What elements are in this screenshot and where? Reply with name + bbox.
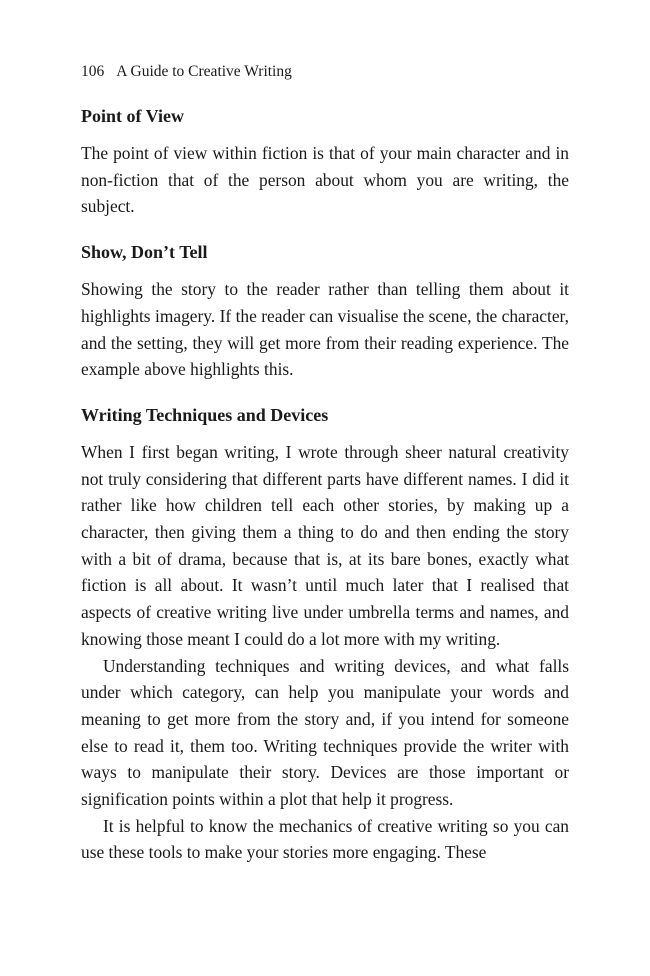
book-title: A Guide to Creative Writing — [116, 63, 292, 80]
section-heading: Point of View — [81, 106, 184, 126]
paragraph: Understanding techniques and writing devices, and what falls under which category, can help you manipulate your words and meaning to get more from the story and, if you intend for someone else to read it, them too. Writing techniques provide the writer with ways to manipulate their story. Devices are those important or signification points within a plot that help it progress. — [81, 655, 569, 810]
paragraph: It is helpful to know the mechanics of creative writing so you can use these tools to make your stories more engaging. These — [81, 815, 569, 863]
section-writing-techniques — [81, 403, 569, 866]
section-point-of-view — [81, 104, 569, 220]
book-page — [81, 58, 569, 886]
section-show-dont-tell — [81, 240, 569, 383]
section-heading: Show, Don’t Tell — [81, 242, 208, 263]
running-head — [81, 58, 569, 86]
paragraph: Showing the story to the reader rather than telling them about it highlights imagery. If the reader can visualise the scene, the character, and the setting, they will get more from their reading experience. The example above highlights this. — [81, 279, 569, 380]
section-heading: Writing Techniques and Devices — [81, 404, 329, 425]
paragraph: The point of view within fiction is that of your main character and in non-fiction that of the person about whom you are writing, the subject. — [81, 143, 569, 217]
paragraph: When I first began writing, I wrote through sheer natural creativity not truly considering that different parts have different names. I did it rather like how children tell each other stories, by making up a character, then giving them a thing to do and then ending the story with a bit of drama, because that is, at its bare bones, exactly what fiction is all about. It wasn’t until much later that I realised that aspects of creative writing live under umbrella terms and names, and knowing those meant I could do a lot more with my writing. — [81, 441, 569, 649]
page-number: 106 — [81, 63, 105, 80]
